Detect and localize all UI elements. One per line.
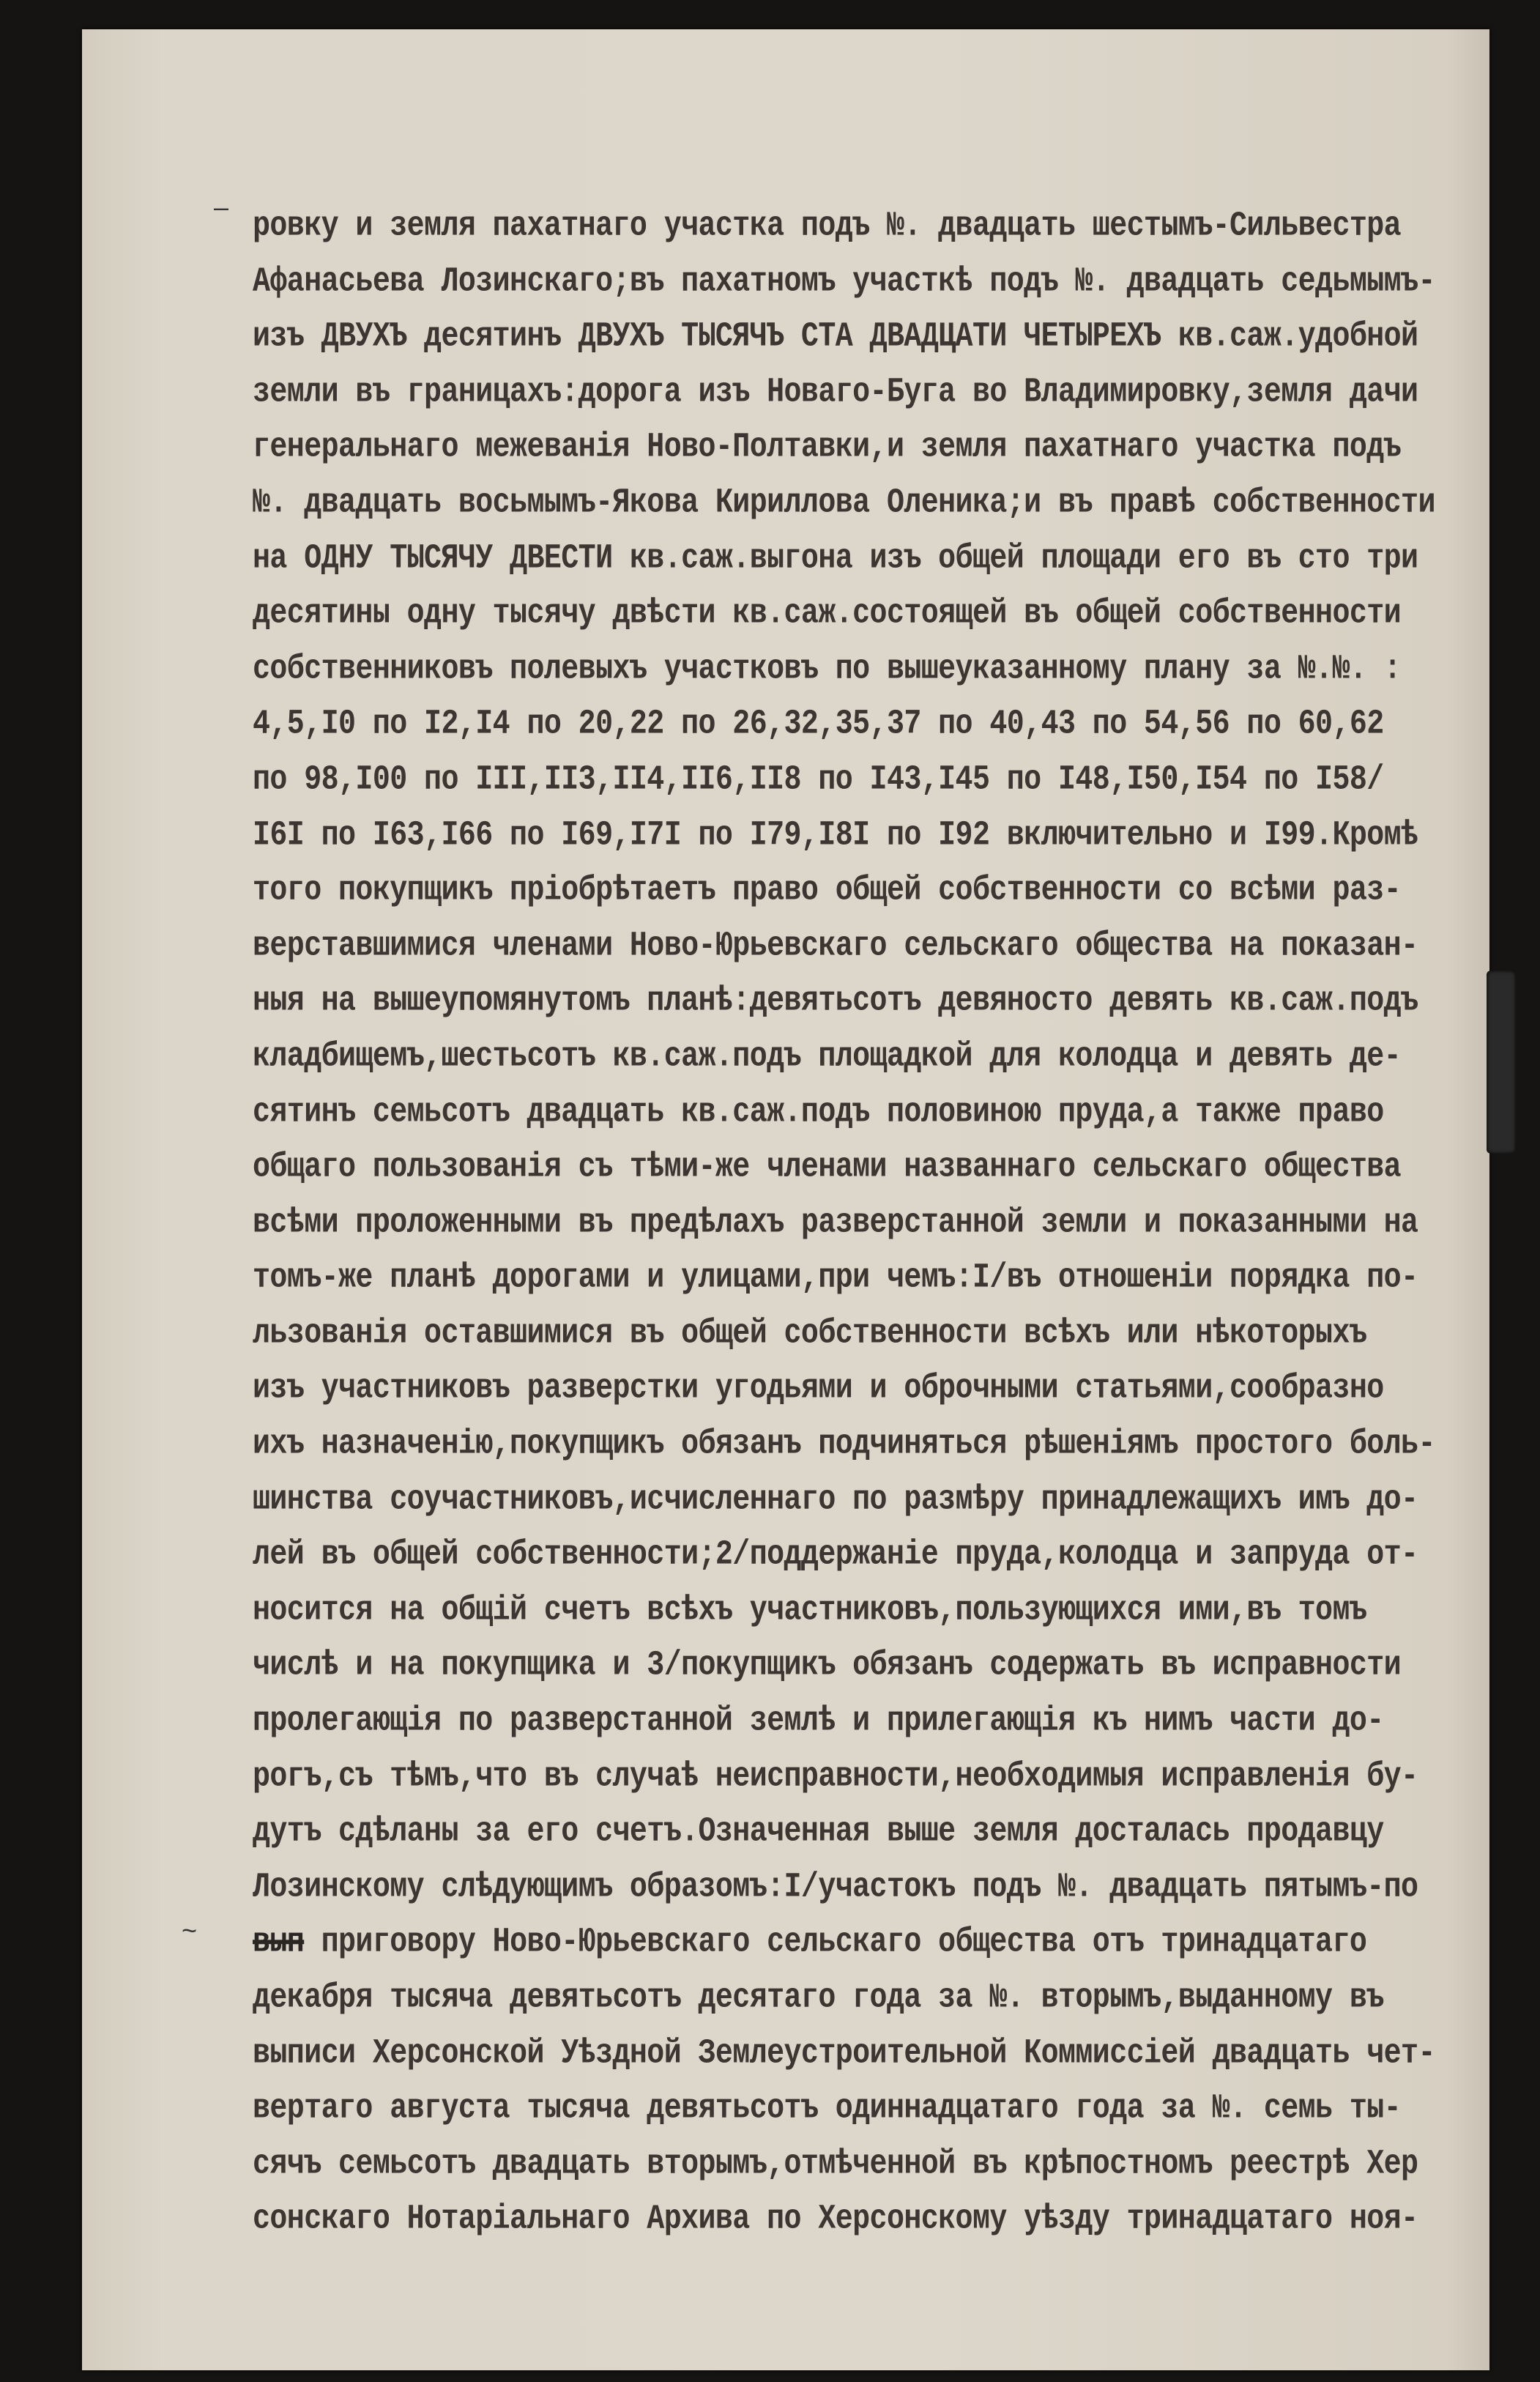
text-line: верставшимися членами Ново-Юрьевскаго сельскаго общества на показан- <box>253 927 1418 966</box>
margin-mark: – <box>214 192 229 222</box>
text-line: сонскаго Нотаріальнаго Архива по Херсонскому уѣзду тринадцатаго ноя- <box>253 2200 1418 2240</box>
text-line: ихъ назначенію,покупщикъ обязанъ подчиняться рѣшеніямъ простого боль- <box>253 1425 1435 1465</box>
text-line: земли въ границахъ:дорога изъ Новаго-Буга во Владимировку,земля дачи <box>253 373 1418 412</box>
text-line: кладбищемъ,шестьсотъ кв.саж.подъ площадкой для колодца и девять де- <box>253 1037 1402 1077</box>
text-line: генеральнаго межеванія Ново-Полтавки,и земля пахатнаго участка подъ <box>253 428 1402 468</box>
text-line: общаго пользованія съ тѣми-же членами названнаго сельскаго общества <box>253 1148 1402 1188</box>
text-line: сячъ семьсотъ двадцать вторымъ,отмѣченной въ крѣпостномъ реестрѣ Хер <box>253 2145 1418 2184</box>
text-line: числѣ и на покупщика и 3/покупщикъ обязанъ содержать въ исправности <box>253 1647 1402 1686</box>
struck-word: вып <box>253 1923 305 1963</box>
text-line: дутъ сдѣланы за его счетъ.Означенная выше земля досталась продавцу <box>253 1813 1384 1852</box>
text-line: I6I по I63,I66 по I69,I7I по I79,I8I по I92 включительно и I99.Кромѣ <box>253 816 1418 856</box>
text-line: №. двадцать восьмымъ-Якова Кириллова Оленика;и въ правѣ собственности <box>253 483 1435 523</box>
text-line-rest: приговору Ново-Юрьевскаго сельскаго общества отъ тринадцатаго <box>304 1923 1367 1963</box>
text-line: выписи Херсонской Уѣздной Землеустроительной Коммиссіей двадцать чет- <box>253 2034 1435 2074</box>
text-line: томъ-же планѣ дорогами и улицами,при чемъ:I/въ отношеніи порядка по- <box>253 1259 1418 1299</box>
margin-mark: ~ <box>182 1915 198 1945</box>
text-line: по 98,I00 по III,II3,II4,II6,II8 по I43,I45 по I48,I50,I54 по I58/ <box>253 760 1384 800</box>
text-line: 4,5,I0 по I2,I4 по 20,22 по 26,32,35,37 по 40,43 по 54,56 по 60,62 <box>253 705 1384 745</box>
text-line: десятины одну тысячу двѣсти кв.саж.состоящей въ общей собственности <box>253 595 1402 634</box>
text-line: пролегающія по разверстанной землѣ и прилегающія къ нимъ части до- <box>253 1702 1384 1742</box>
text-line: собственниковъ полевыхъ участковъ по вышеуказанному плану за №.№. : <box>253 650 1402 689</box>
text-line: льзованія оставшимися въ общей собственности всѣхъ или нѣкоторыхъ <box>253 1314 1367 1354</box>
text-line: декабря тысяча девятьсотъ десятаго года за №. вторымъ,выданному въ <box>253 1978 1384 2018</box>
text-line: сятинъ семьсотъ двадцать кв.саж.подъ половиною пруда,а также право <box>253 1093 1384 1132</box>
text-line: Афанасьева Лозинскаго;въ пахатномъ участкѣ подъ №. двадцать седьмымъ- <box>253 262 1435 302</box>
text-line: ныя на вышеупомянутомъ планѣ:девятьсотъ девяносто девять кв.саж.подъ <box>253 982 1418 1022</box>
text-line: всѣми проложенными въ предѣлахъ разверстанной земли и показанными на <box>253 1203 1418 1243</box>
text-line: шинства соучастниковъ,исчисленнаго по размѣру принадлежащихъ имъ до- <box>253 1480 1418 1520</box>
typed-text-body <box>253 199 1498 2248</box>
text-line: изъ участниковъ разверстки угодьями и оброчными статьями,сообразно <box>253 1370 1384 1409</box>
text-line: Лозинскому слѣдующимъ образомъ:I/участокъ подъ №. двадцать пятымъ-по <box>253 1868 1418 1907</box>
text-line: рогъ,съ тѣмъ,что въ случаѣ неисправности,необходимыя исправленія бу- <box>253 1757 1418 1797</box>
text-line: на ОДНУ ТЫСЯЧУ ДВЕСТИ кв.саж.выгона изъ общей площади его въ сто три <box>253 539 1418 579</box>
text-line: того покупщикъ пріобрѣтаетъ право общей собственности со всѣми раз- <box>253 872 1402 911</box>
text-line: лей въ общей собственности;2/поддержаніе пруда,колодца и запруда от- <box>253 1536 1418 1576</box>
text-line: изъ ДВУХЪ десятинъ ДВУХЪ ТЫСЯЧЪ СТА ДВАДЦАТИ ЧЕТЫРЕХЪ кв.саж.удобной <box>253 318 1418 357</box>
text-line: носится на общій счетъ всѣхъ участниковъ,пользующихся ими,въ томъ <box>253 1591 1367 1630</box>
text-line: ровку и земля пахатнаго участка подъ №. двадцать шестымъ-Сильвестра <box>253 207 1402 246</box>
text-line: вертаго августа тысяча девятьсотъ одиннадцатаго года за №. семь ты- <box>253 2090 1402 2129</box>
